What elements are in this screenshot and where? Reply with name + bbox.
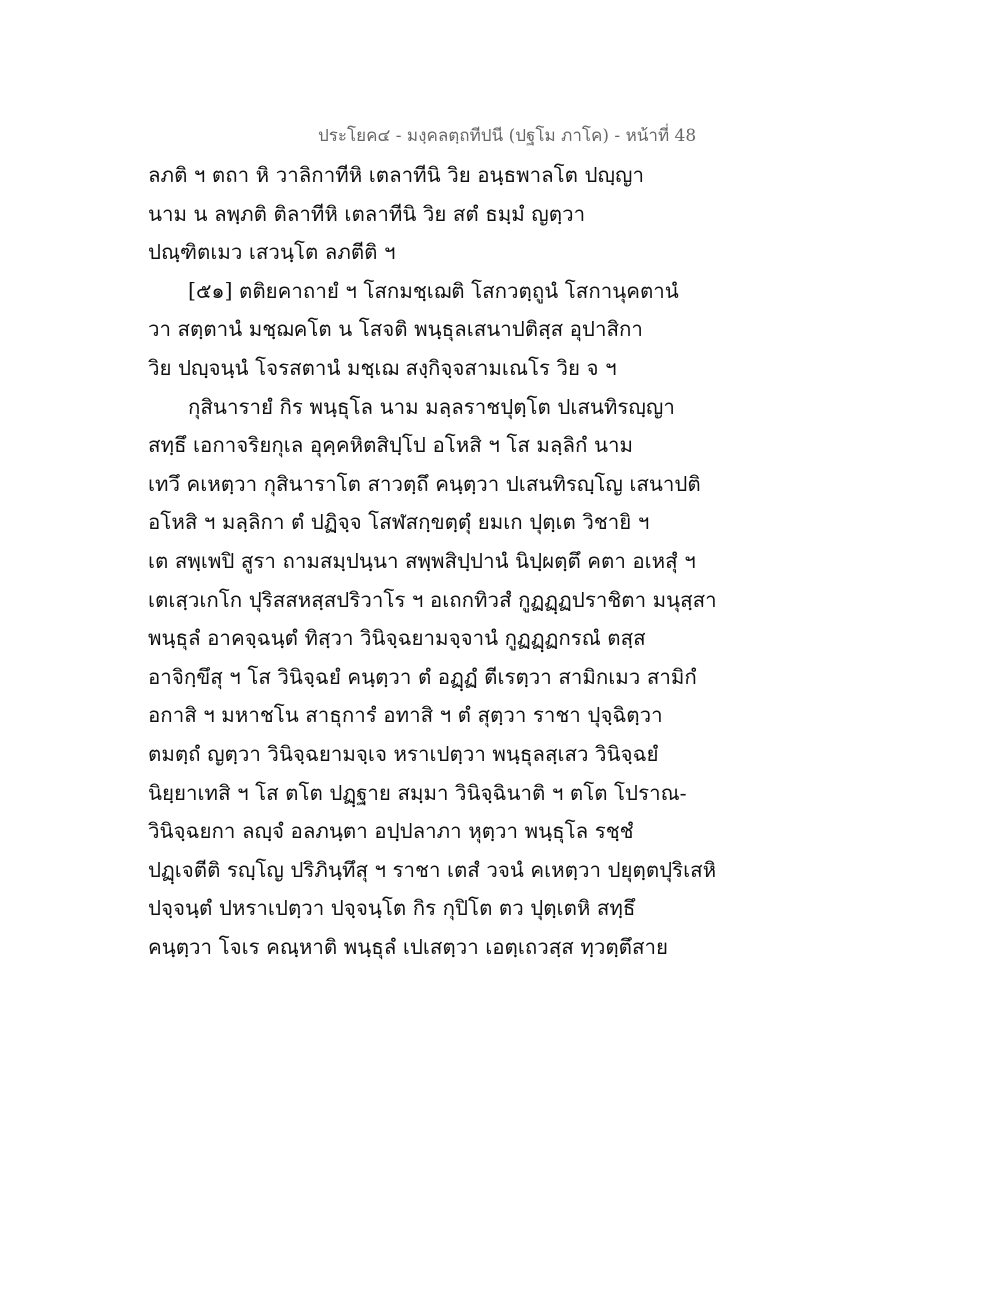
text-line: เต สพฺเพปิ สูรา ถามสมฺปนฺนา สพฺพสิปฺปานํ นิปฺผตฺตึ คตา อเหสุํ ฯ — [148, 548, 696, 573]
text-line: วินิจฺฉยกา ลญฺจํ อลภนฺตา อปฺปลาภา หุตฺวา พนฺธุโล รชฺชํ — [148, 819, 634, 844]
text-line: อาจิกฺขึสุ ฯ โส วินิจฺฉยํ คนฺตฺวา ตํ อฏฺฏํ ตีเรตฺวา สามิกเมว สามิกํ — [148, 664, 697, 689]
paragraph-first-line: [๕๑] ตติยคาถายํ ฯ โสกมชฺเฌติ โสกวตฺถูนํ โสกานุคตานํ — [188, 278, 679, 303]
text-line: อโหสิ ฯ มลฺลิกา ตํ ปฏิจฺจ โสฬสกฺขตฺตุํ ยมเก ปุตฺเต วิชายิ ฯ — [148, 510, 650, 535]
text-line: วา สตฺตานํ มชฺฌคโต น โสจติ พนฺธุลเสนาปติสฺส อุปาสิกา — [148, 317, 643, 342]
text-line: นิยฺยาเทสิ ฯ โส ตโต ปฏฺฐาย สมฺมา วินิจฺฉินาติ ฯ ตโต โปราณ- — [148, 780, 687, 805]
running-header: ประโยค๔ - มงฺคลตฺถทีปนี (ปฐโม ภาโค) - หน้าที่ 48 — [318, 126, 697, 146]
paragraph-first-line: กุสินารายํ กิร พนฺธุโล นาม มลฺลราชปุตฺโต ปเสนทิรญฺญา — [188, 394, 675, 419]
text-line: อกาสิ ฯ มหาชโน สาธุการํ อทาสิ ฯ ตํ สุตฺวา ราชา ปุจฺฉิตฺวา — [148, 703, 663, 728]
text-line: เตเสฺวเกโก ปุริสสหสฺสปริวาโร ฯ อเถกทิวสํ กูฏฏฺฏปราชิตา มนุสฺสา — [148, 587, 717, 612]
body-text — [148, 156, 717, 966]
text-line: ลภติ ฯ ตถา หิ วาลิกาทีหิ เตลาทีนิ วิย อนฺธพาลโต ปญฺญา — [148, 163, 644, 187]
text-line: ปณฺฑิตเมว เสวนฺโต ลภตีติ ฯ — [148, 240, 396, 265]
text-line: ปฏฺเจตีติ รญฺโญ ปริภินฺทึสุ ฯ ราชา เตสํ วจนํ คเหตฺวา ปยุตฺตปุริเสหิ — [148, 857, 717, 882]
text-line: คนฺตฺวา โจเร คณฺหาติ พนฺธุลํ เปเสตฺวา เอตฺเถวสฺส ทฺวตฺตึสาย — [148, 934, 669, 959]
text-line: ปจฺจนฺตํ ปหราเปตฺวา ปจฺจนฺโต กิร กุปิโต ตว ปุตฺเตหิ สทฺธึ — [148, 896, 636, 921]
text-line: เทวึ คเหตฺวา กุสินาราโต สาวตฺถึ คนฺตฺวา ปเสนทิรญฺโญ เสนาปติ — [148, 471, 701, 496]
text-line: นาม น ลพฺภติ ติลาทีหิ เตลาทีนิ วิย สตํ ธมฺมํ ญตฺวา — [148, 201, 586, 226]
text-line: สทฺธึ เอกาจริยกุเล อุคฺคหิตสิปฺโป อโหสิ ฯ โส มลฺลิกํ นาม — [148, 433, 633, 458]
text-line: พนฺธุลํ อาคจฺฉนฺตํ ทิสฺวา วินิจฺฉยามจฺจานํ กูฏฏฺฏกรณํ ตสฺส — [148, 626, 646, 651]
text-line: วิย ปญฺจนฺนํ โจรสตานํ มชฺเฌ สงฺกิจฺจสามเณโร วิย จ ฯ — [148, 355, 617, 380]
text-line: ตมตฺถํ ญตฺวา วินิจฺฉยามจฺเจ หราเปตฺวา พนฺธุลสฺเสว วินิจฺฉยํ — [148, 741, 659, 766]
